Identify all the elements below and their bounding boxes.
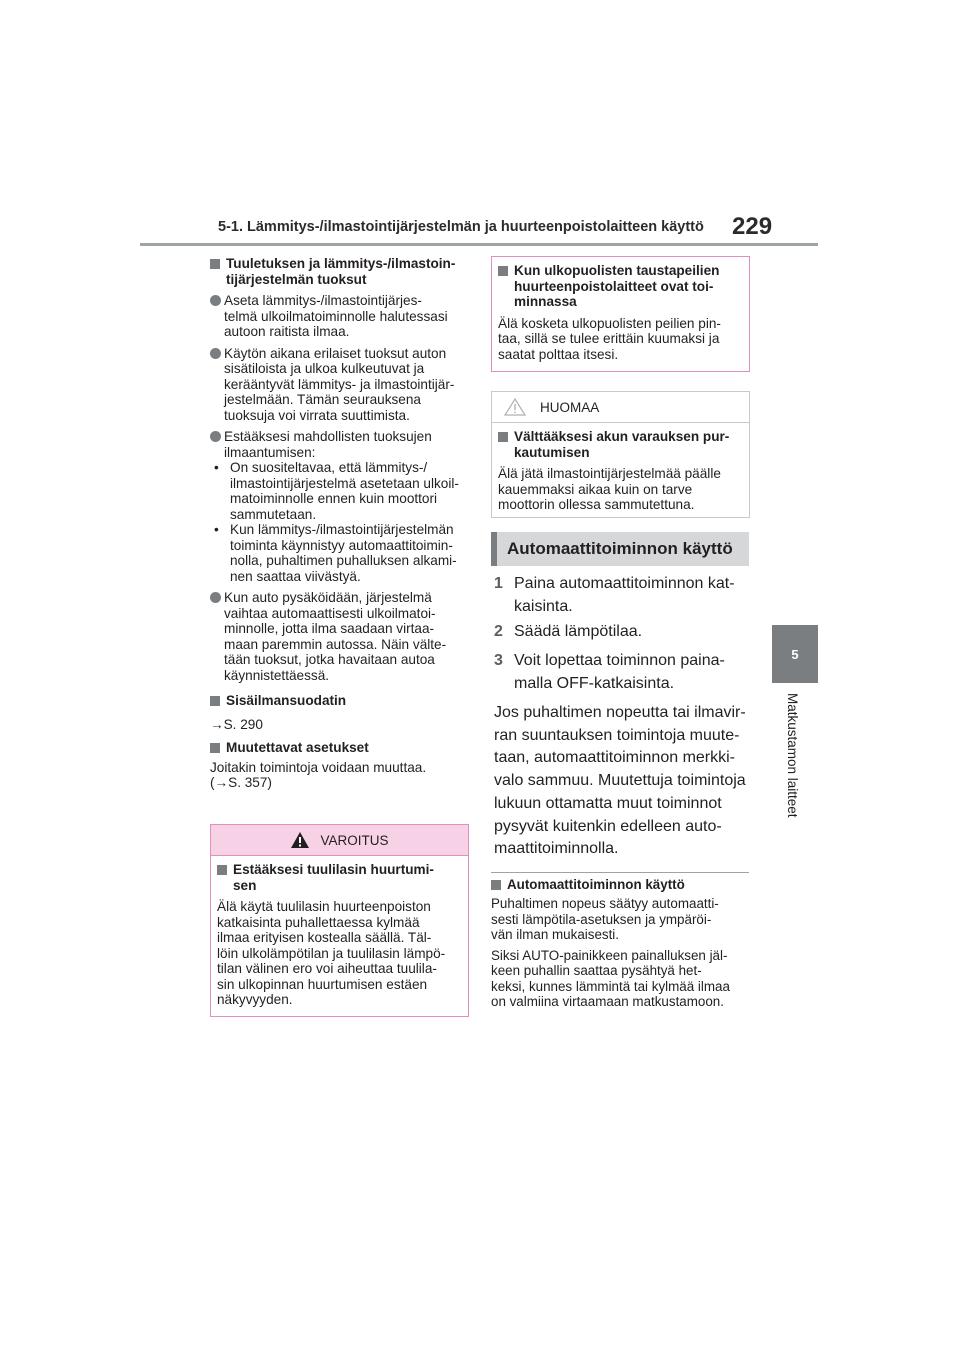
settings-text: Joitakin toimintoja voidaan muuttaa. (→S. 357) [210, 759, 427, 790]
left-column [210, 256, 470, 791]
step-text: Voit lopettaa toiminnon paina- malla OFF-katkaisinta. [514, 652, 725, 692]
step-number: 1 [494, 575, 503, 592]
notice-label: HUOMAA [540, 399, 600, 415]
square-bullet-icon [217, 865, 227, 875]
step-text: Paina automaattitoiminnon kat- kaisinta. [514, 575, 735, 615]
list-item: Kun auto pysäköidään, järjestelmä vaihtaa automaattisesti ulkoilmatoi- minnolle, jotta ilma saadaan virtaa- maan paremmin autossa. Näin välte- tään tuoksut, jotka havaitaan autoa käynnistettäessä. [210, 590, 470, 683]
warning-box [210, 824, 469, 1017]
circle-bullet-icon [210, 431, 221, 442]
header-rule [140, 243, 818, 246]
filter-heading: Sisäilmansuodatin [210, 693, 470, 709]
chapter-number-tab [772, 625, 818, 683]
odor-heading: Tuuletuksen ja lämmitys-/ilmastoin- tijärjestelmän tuoksut [210, 256, 470, 287]
sub-section-rule [491, 872, 749, 873]
warning-header [211, 825, 468, 856]
step-number: 3 [494, 652, 503, 669]
square-bullet-icon [210, 696, 220, 706]
auto-paragraph: Jos puhaltimen nopeutta tai ilmavir- ran suuntauksen toimintoja muute- taan, automaattitoiminnon merkki- valo sammuu. Muutettuja toimintoja lukuun ottamatta muut toiminnot pysyvät kuitenkin edelleen auto- maattitoiminnolla. [494, 704, 746, 858]
square-bullet-icon [210, 259, 220, 269]
page-number: 229 [732, 213, 773, 240]
small-bullet-icon: • [214, 522, 219, 537]
notice-text: Älä jätä ilmastointijärjestelmää päälle kauemmaksi aikaa kuin on tarve moottorin ollessa sammutettuna. [498, 466, 721, 512]
filter-reference: →S. 290 [210, 716, 263, 732]
chapter-title: Matkustamon laitteet [785, 693, 800, 818]
section-title: 5-1. Lämmitys-/ilmastointijärjestelmän ja huurteenpoistolaitteen käyttö [218, 219, 704, 235]
warning-heading: Estääksesi tuulilasin huurtumi- sen [217, 862, 460, 893]
step-item [494, 620, 754, 643]
caution-triangle-icon [504, 398, 526, 416]
warning-label: VAROITUS [320, 832, 389, 848]
auto-sub-text: Siksi AUTO-painikkeen painalluksen jäl- keen puhallin saattaa pysähtyä het- keksi, kunnes lämmintä tai kylmää ilmaa on valmiina virtaamaan matkustamoon. [491, 948, 730, 1010]
auto-section-title: Automaattitoiminnon käyttö [491, 532, 749, 566]
list-item: Estääksesi mahdollisten tuoksujen ilmaantumisen: [210, 429, 470, 460]
mirror-warning-box [491, 256, 750, 372]
auto-sub-text: Puhaltimen nopeus säätyy automaatti- sesti lämpötila-asetuksen ja ympäröi- vän ilman mukaisesti. [491, 896, 719, 942]
sub-list-item: • Kun lämmitys-/ilmastointijärjestelmän toiminta käynnistyy automaattitoimin- nolla, puhaltimen puhalluksen alkami- nen saattaa viivästyä. [214, 522, 457, 584]
warning-text: Älä käytä tuulilasin huurteenpoiston katkaisinta puhallettaessa kylmää ilmaa erityisen kostealla säällä. Täl- löin ulkolämpötilan ja tuulilasin lämpö- tilan välinen ero voi aiheuttaa tuulila- sin ulkopinnan huurtumisen estäen näkyvyyden. [217, 899, 446, 1007]
list-item: Aseta lämmitys-/ilmastointijärjes- telmä ulkoilmatoiminnolle halutessasi autoon raitista ilmaa. [210, 293, 470, 340]
chapter-title-tab [784, 693, 806, 853]
square-bullet-icon [210, 743, 220, 753]
step-number: 2 [494, 623, 503, 640]
square-bullet-icon [498, 432, 508, 442]
small-bullet-icon: • [214, 460, 219, 475]
auto-sub-section [491, 877, 751, 1009]
square-bullet-icon [491, 880, 501, 890]
mirror-text: Älä kosketa ulkopuolisten peilien pin- taa, sillä se tulee erittäin kuumaksi ja saatat polttaa itsesi. [498, 315, 721, 362]
auto-sub-heading: Automaattitoiminnon käyttö [491, 877, 751, 892]
warning-triangle-icon [290, 831, 310, 849]
circle-bullet-icon [210, 295, 221, 306]
circle-bullet-icon [210, 592, 221, 603]
mirror-heading: Kun ulkopuolisten taustapeilien huurteenpoistolaitteet ovat toi- minnassa [498, 263, 741, 310]
step-item [494, 649, 754, 695]
sub-list-item: • On suositeltavaa, että lämmitys-/ ilmastointijärjestelmä asetetaan ulkoil- matoiminnolle ennen kuin moottori sammutetaan. [214, 460, 459, 522]
notice-header [492, 392, 749, 423]
square-bullet-icon [498, 266, 508, 276]
step-item [494, 572, 754, 618]
chapter-number: 5 [791, 646, 799, 662]
list-item: Käytön aikana erilaiset tuoksut auton sisätiloista ja ulkoa kulkeutuvat ja kerääntyvät lämmitys- ja ilmastointijär- jestelmään. Tämän seurauksena tuoksuja voi virrata suuttimista. [210, 346, 470, 424]
step-text: Säädä lämpötilaa. [514, 623, 643, 640]
notice-heading: Välttääksesi akun varauksen pur- kautumisen [498, 429, 741, 460]
notice-box [491, 391, 750, 518]
circle-bullet-icon [210, 348, 221, 359]
settings-heading: Muutettavat asetukset [210, 740, 470, 756]
